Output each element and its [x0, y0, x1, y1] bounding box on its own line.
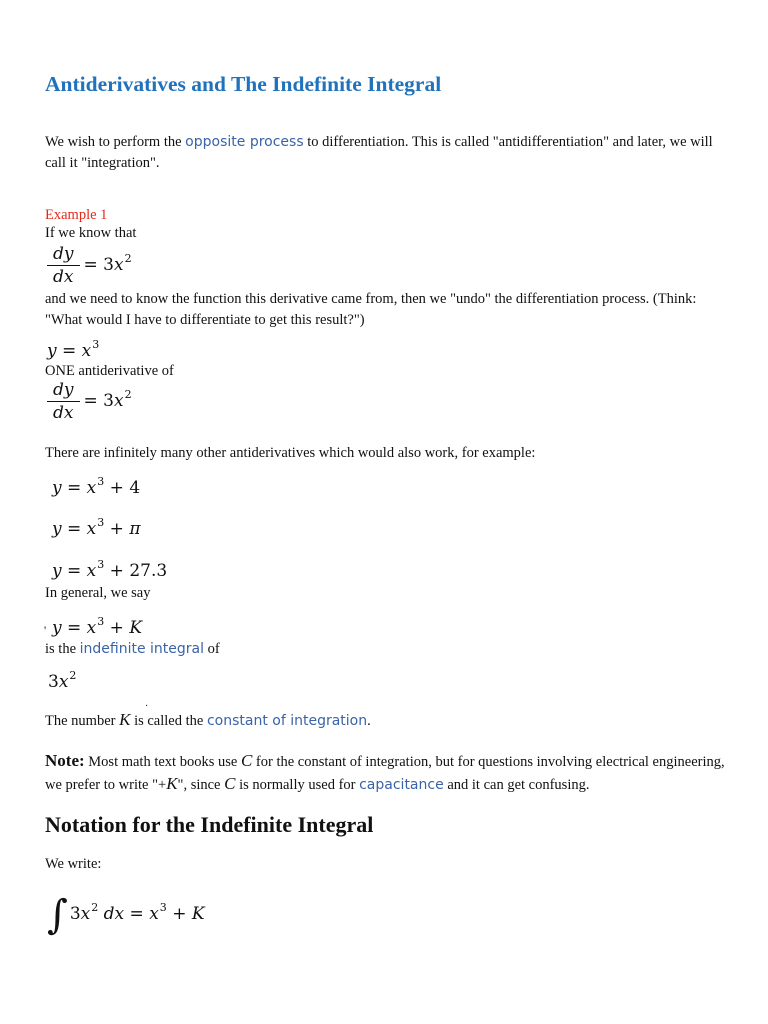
equation-plus-4	[52, 475, 141, 500]
exponent: 3	[92, 338, 100, 351]
coefficient: 3	[48, 672, 59, 692]
if-we-know-text: If we know that	[45, 225, 137, 241]
equals: =	[61, 561, 87, 581]
derivative-equation-2	[47, 379, 132, 424]
opposite-process-link[interactable]: opposite process	[185, 134, 304, 150]
intro-text-before: We wish to perform the	[45, 134, 186, 150]
equals: =	[56, 341, 82, 361]
exponent: 2	[69, 669, 77, 682]
indefinite-integral-line	[45, 639, 220, 660]
capacitance-link[interactable]: capacitance	[359, 777, 444, 793]
exponent: 3	[97, 516, 105, 529]
derivative-equation-1	[47, 243, 132, 288]
infinite-antiderivatives-text: There are infinitely many other antiderivatives which would also work, for example:	[45, 445, 536, 461]
note-paragraph	[45, 750, 725, 796]
integral-equation	[47, 892, 205, 938]
var-y: y	[52, 618, 62, 638]
equals: =	[61, 618, 87, 638]
equation-plus-pi	[52, 516, 141, 541]
equation-exponent: 2	[124, 387, 132, 401]
equals: =	[124, 904, 150, 924]
plus-term: + π	[104, 519, 141, 539]
equation-rhs: = 3	[83, 254, 114, 275]
exponent: 3	[97, 615, 105, 628]
exponent: 3	[97, 475, 105, 488]
indefinite-integral-link[interactable]: indefinite integral	[79, 641, 205, 657]
in-general-text: In general, we say	[45, 585, 151, 601]
equation-var: x	[113, 254, 124, 275]
undo-paragraph: and we need to know the function this derivative came from, then we "undo" the differentiation process. (Think: "What would I have to differentiate to get this result?")	[45, 291, 697, 328]
var-y: y	[52, 478, 62, 498]
fraction-denominator: dx	[53, 403, 74, 423]
constant-k: K	[119, 710, 131, 729]
var-x: x	[80, 904, 91, 924]
plus-term: + 4	[104, 478, 141, 498]
var-x: x	[86, 618, 97, 638]
constant-of-integration-line	[45, 709, 371, 732]
var-y: y	[52, 561, 62, 581]
equals: =	[61, 478, 87, 498]
plus-term: + 27.3	[104, 561, 168, 581]
dx: dx	[98, 904, 125, 924]
equation-plus-k	[52, 615, 143, 640]
fraction-numerator: dy	[53, 244, 74, 264]
notation-heading: Notation for the Indefinite Integral	[45, 812, 374, 837]
derivative-fraction-2	[47, 379, 80, 424]
var-x: x	[86, 519, 97, 539]
integral-sign: ∫	[47, 892, 68, 938]
we-write-text: We write:	[45, 856, 102, 872]
of-text: of	[204, 641, 220, 657]
note-text-3: ", since	[177, 777, 225, 793]
equation-exponent: 2	[124, 251, 132, 265]
var-y: y	[47, 341, 57, 361]
plus-k: + K	[166, 904, 205, 924]
equation-y-x3	[47, 338, 100, 363]
note-text-4: is normally used for	[235, 777, 360, 793]
example-label: Example 1	[45, 207, 108, 223]
equation-var: x	[113, 390, 124, 411]
fraction-denominator: dx	[53, 267, 74, 287]
text-after: .	[367, 713, 371, 729]
var-y: y	[52, 519, 62, 539]
stray-mark: '	[44, 623, 47, 637]
equation-plus-27-3	[52, 558, 168, 583]
equation-rhs: = 3	[83, 390, 114, 411]
exponent: 3	[97, 558, 105, 571]
plus-term: + K	[104, 618, 143, 638]
note-text-5: and it can get confusing.	[443, 777, 590, 793]
intro-text-after: to differentiation. This is called "antidifferentiation" and later, we will call it "integration".	[45, 134, 713, 171]
note-c-2: C	[224, 774, 236, 793]
var-x: x	[58, 672, 69, 692]
text-middle: is called the	[130, 713, 207, 729]
text-before: The number	[45, 713, 120, 729]
rhs-var-x: x	[149, 904, 159, 924]
note-text-2: for the constant of integration, but for questions involving electrical engineering, we prefer to write "+	[45, 754, 725, 793]
note-label: Note:	[45, 751, 85, 770]
coefficient: 3	[69, 904, 81, 924]
page-title: Antiderivatives and The Indefinite Integral	[45, 72, 442, 96]
rhs-exponent: 3	[159, 901, 167, 914]
stray-dot: ·	[145, 701, 149, 712]
exponent: 2	[91, 901, 99, 914]
equals: =	[61, 519, 87, 539]
constant-of-integration-link[interactable]: constant of integration	[206, 713, 368, 729]
note-text-1: Most math text books use	[84, 754, 241, 770]
var-x: x	[86, 561, 97, 581]
is-the-text: is the	[45, 641, 80, 657]
intro-paragraph	[45, 132, 725, 174]
expression-3x2	[48, 669, 77, 694]
note-k: K	[166, 774, 178, 793]
var-x: x	[86, 478, 97, 498]
one-antiderivative-text: ONE antiderivative of	[45, 363, 174, 379]
derivative-fraction	[47, 243, 80, 288]
fraction-numerator: dy	[53, 380, 74, 400]
var-x: x	[81, 341, 92, 361]
note-c-1: C	[240, 751, 253, 770]
